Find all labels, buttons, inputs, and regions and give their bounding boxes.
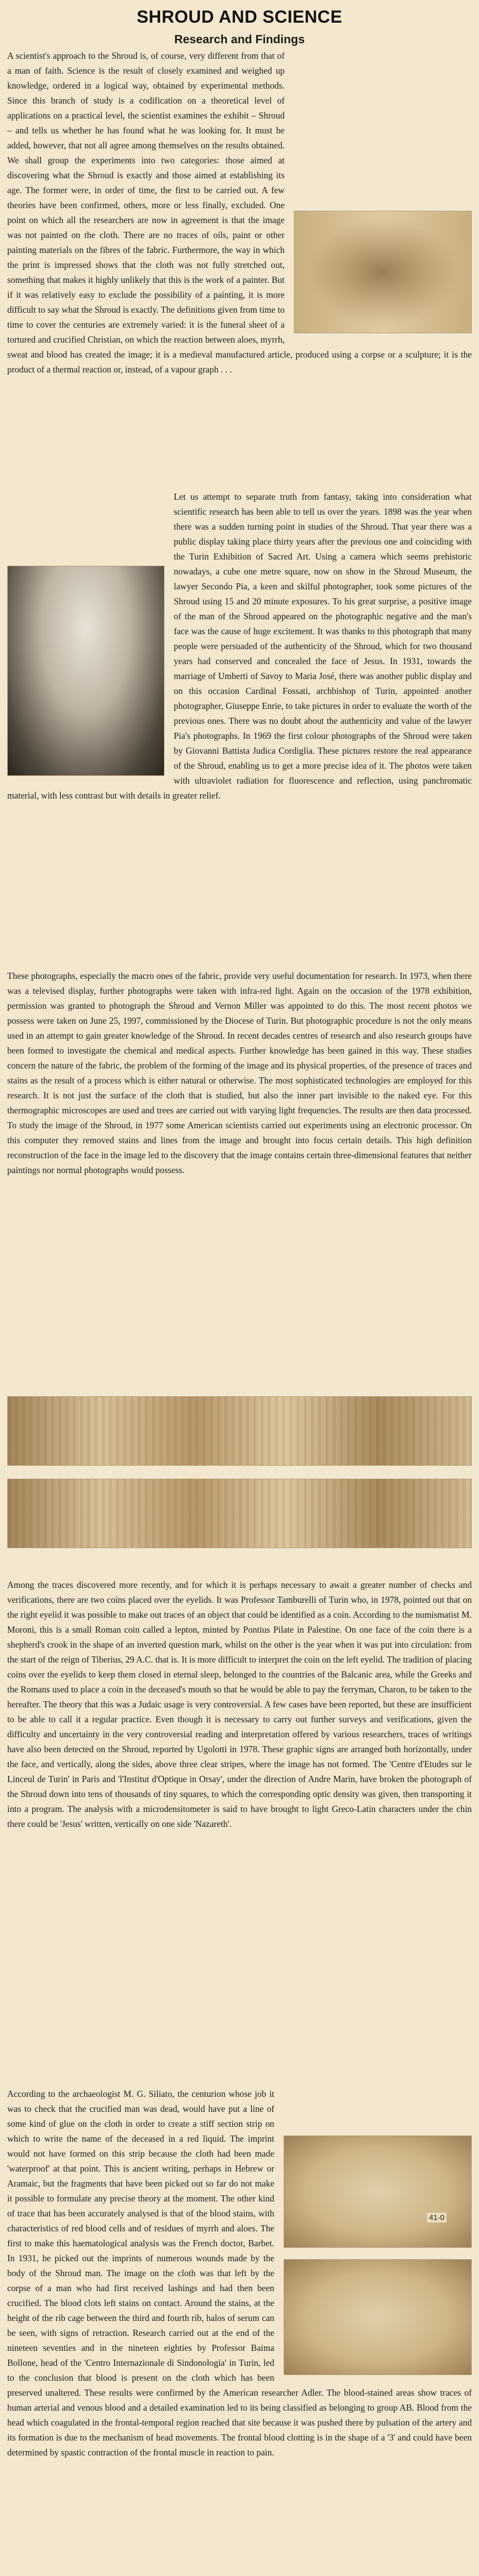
section-intro: [7, 48, 472, 377]
section-text-3: These photographs, especially the macro ones of the fabric, provide very useful documentation for research. In 1973, when there was a televised display, further photographs were taken with infra-red light. Again on the occasion of the 1978 exhibition, permission was granted to photograph the Shroud and Vernon Miller was appointed to do this. The most recent photos we possess were taken on June 25, 1997, commissioned by the Diocese of Turin. But photographic procedure is not the only means used in an attempt to gain greater knowledge of the Shroud. In recent decades centres of research and also research groups have been formed to investigate the chemical and medical aspects. Further knowledge has been gained in this way. These studies concern the nature of the fabric, the problem of the forming of the image and its physical properties, of the presence of traces and stains as the result of a process which is either natural or otherwise. The most sophisticated technologies are employed for this research. It is not just the surface of the cloth that is studied, but also the inner part invisible to the naked eye. For this thermographic microscopes are used and trees are carried out with varying light frequencies. The results are then data processed. To study the image of the Shroud, in 1977 some American scientists carried out experiments using an electronic processor. On this computer they removed stains and lines from the image and brought into focus certain details. This high definition reconstruction of the face in the image led to the discovery that the image contains certain three-dimensional features that neither paintings nor normal photographs would possess.: [7, 971, 472, 1175]
shroud-face-image: [294, 211, 472, 333]
page-subtitle: Research and Findings: [174, 32, 305, 46]
coin-photo-image: [284, 2136, 472, 2248]
section-text-2: Let us attempt to separate truth from fantasy, taking into consideration what scientific research has been able to tell us over the years. 1898 was the year when there was a sudden turning point in studies of the Shroud. That year there was a public display taking place thirty years after the previous one and coinciding with the Turin Exhibition of Sacred Art. Using a camera which seems prehistoric nowadays, a cube one metre square, now on show in the Shroud Museum, the lawyer Secondo Pia, a keen and skilful photographer, took some pictures of the Shroud using 15 and 20 minute exposures. To his great surprise, a positive image of the man of the Shroud appeared on the photographic negative and the man's face was the cause of huge excitement. It was thanks to this photograph that many people were persuaded of the authenticity of the Shroud, which for two thousand years had conserved and concealed the face of Jesus. In 1931, towards the marriage of Umberti of Savoy to Maria José, there was another public display and on this occasion Cardinal Fossati, archbishop of Turin, appointed another photographer, Giuseppe Enrie, to take pictures in order to evaluate the worth of the previous ones. There was no doubt about the authenticity and value of the lawyer Pia's photographs. In 1969 the first colour photographs of the Shroud were taken by Giovanni Battista Judica Cordiglia. These pictures restore the real appearance of the Shroud, enabling us to get a more precise idea of it. The photos were taken with ultraviolet radiation for fluorescence and reflection, using panchromatic material, with less contrast but with details in greater relief.: [7, 492, 472, 801]
figure-column: [284, 2136, 472, 2375]
section-text-5: According to the archaeologist M. G. Siliato, the centurion whose job it was to check that the crucified man was dead, would have put a line of some kind of glue on the cloth in order to create a stiff section strip on which to write the name of the deceased in a red liquid. The imprint would not have formed on this strip because the cloth had been made 'waterproof' at that point. This is ancient writing, perhaps in Hebrew or Aramaic, but the fragments that have been picked out so far do not make it possible to formulate any precise theory at the moment. The other kind of trace that has been accurately analysed is that of the blood stains, with characteristics of red blood cells and of residues of myrrh and aloes. The first to make this haematological analysis was the French doctor, Barbet. In 1931, he picked out the imprints of numerous wounds made by the body of the Shroud man. The image on the cloth was that left by the corpse of a man who had first received lashings and had then been crucified. The blood clots left stains on contact. Around the stains, at the height of the rib cage between the third and fourth rib, halos of serum can be seen, with signs of retraction. Research carried out at the end of the nineteen seventies and in the nineteen eighties by Professor Baima Bollone, head of the 'Centro Internazionale di Sindonologia' in Turin, led to the conclusion that blood is present on the cloth which has been preserved unaltered. These results were confirmed by the American researcher Adler. The blood-stained areas show traces of human arterial and venous blood and a detailed examination led to its being classified as belonging to group AB. Blood from the head which coagulated in the frontal-temporal region reached that site because it was pushed there by pulsation of the artery and its formation is due to the mechanism of head movements. The frontal blood clotting is in the shape of a '3' and could have been determined by spastic contraction of the frontal muscle in reaction to pain.: [7, 2089, 472, 2458]
section-blood: [7, 2087, 472, 2460]
page-title: SHROUD AND SCIENCE: [137, 7, 342, 27]
section-text-4: Among the traces discovered more recently, and for which it is perhaps necessary to await a greater number of checks and verifications, there are two coins placed over the eyelids. It was Professor Tamburelli of Turin who, in 1978, pointed out that on the right eyelid it was possible to make out traces of an object that could be identified as a coin. According to the numismatist M. Moroni, this is a small Roman coin called a lepton, minted by Pontius Pilate in Palestine. On one face of the coin there is a shepherd's crook in the shape of an inverted question mark, whilst on the other is the year when it was put into circulation: from the start of the reign of Tiberius, 29 A.C. that is. It is more difficult to interpret the coin on the left eyelid. The tradition of placing coins over the eyelids to keep them closed in eternal sleep, belonged to the countries of the Balcanic area, while the Greeks and the Romans used to place a coin in the deceased's mouth so that he would be able to pay the ferryman, Charon, to be taken to the hereafter. The theory that this was a Judaic usage is very controversial. A few cases have been reported, but these are insufficient to be able to call it a regular practice. Even though it is necessary to carry out further surveys and verifications, given the difficulty and uncertainty in the very controversial reading and interpretation offered by various researchers, traces of writings have also been detected on the Shroud, reported by Ugolotti in 1978. These graphic signs are arranged both horizontally, under the face, and vertically, along the sides, above three clear stripes, where the image has not formed. The 'Centre d'Etudes sur le Linceul de Turin' in Paris and 'l'Institut d'Optique in Orsay', under the direction of Andre Marin, have broken the photograph of the Shroud down into tens of thousands of tiny squares, to which the corresponding optic density was given, then transporting it into a program. The analysis with a microdensitometer is said to have brought to light Greco-Latin characters under the chin there could be 'Jesus' written, vertically on one side 'Nazareth'.: [7, 1580, 472, 1829]
coin-photo-label: 41-0: [427, 2213, 447, 2223]
shroud-face-closeup: [284, 2259, 472, 2375]
section-coins: [7, 1578, 472, 1832]
section-photography: [7, 489, 472, 803]
shroud-strip-image-1: [7, 1396, 472, 1466]
section-research: [7, 969, 472, 1178]
secondo-pia-portrait: [7, 566, 164, 776]
shroud-strip-image-2: [7, 1479, 472, 1548]
section-text-1: A scientist's approach to the Shroud is, of course, very different from that of a man of faith. Science is the result of closely examined and weighed up knowledge, ordered in a logical way, obtained by experimental methods. Since this branch of study is a codification on a theoretical level of applications on a practical level, the scientist examines the exhibit – Shroud – and tells us whether he has found what he was looking for. It must be added, however, that not all agree among themselves on the results obtained. We shall group the experiments into two categories: those aimed at discovering what the Shroud is exactly and those aimed at establishing its age. The former were, in order of time, the first to be carried out. A few theories have been confirmed, others, more or less finally, excluded. One point on which all the researchers are now in agreement is that the image was not painted on the cloth. There are no traces of oils, paint or other painting materials on the fibres of the fabric. Furthermore, the way in which the print is impressed shows that the cloth was not fully stretched out, something that makes it highly unlikely that this is the work of a painter. But if it was relatively easy to exclude the possibility of a painting, it is more difficult to say what the Shroud is exactly. The definitions given from time to time to cover the centuries are extremely varied: it is the funeral sheet of a tortured and crucified Christian, on which the reaction between aloes, myrrh, sweat and blood has created the image; it is a medieval manufactured article, produced using a corpse or a sculpture; it is the product of a thermal reaction or, instead, of a vapour graph . . .: [7, 50, 472, 375]
